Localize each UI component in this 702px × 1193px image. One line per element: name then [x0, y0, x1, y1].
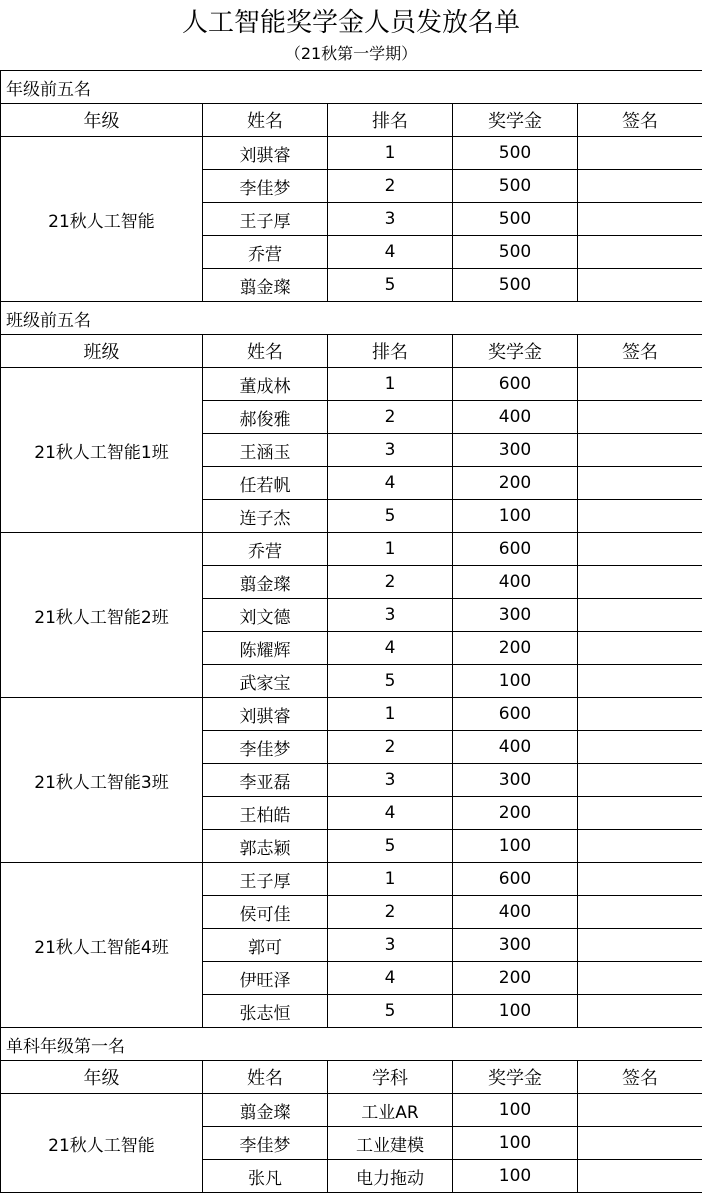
signature-cell[interactable]	[578, 401, 702, 434]
rank-cell: 5	[328, 995, 453, 1028]
student-name: 陈耀辉	[203, 632, 328, 665]
student-name: 张凡	[203, 1160, 328, 1193]
amount-cell: 500	[453, 203, 578, 236]
section-heading: 班级前五名	[1, 302, 702, 335]
section-heading-row	[1, 302, 702, 335]
table-row	[1, 698, 702, 731]
column-header: 年级	[1, 104, 203, 137]
signature-cell[interactable]	[578, 170, 702, 203]
amount-cell: 200	[453, 797, 578, 830]
amount-cell: 100	[453, 995, 578, 1028]
amount-cell: 600	[453, 863, 578, 896]
group-label: 21秋人工智能4班	[1, 863, 203, 1028]
amount-cell: 300	[453, 434, 578, 467]
rank-cell: 4	[328, 632, 453, 665]
page-subtitle: （21秋第一学期）	[284, 44, 418, 63]
amount-cell: 500	[453, 236, 578, 269]
group-label: 21秋人工智能	[1, 137, 203, 302]
student-name: 伊旺泽	[203, 962, 328, 995]
column-header: 姓名	[203, 335, 328, 368]
student-name: 刘骐睿	[203, 137, 328, 170]
student-name: 乔营	[203, 236, 328, 269]
student-name: 连子杰	[203, 500, 328, 533]
rank-cell: 2	[328, 401, 453, 434]
student-name: 董成林	[203, 368, 328, 401]
amount-cell: 100	[453, 1160, 578, 1193]
amount-cell: 400	[453, 401, 578, 434]
column-header: 排名	[328, 335, 453, 368]
student-name: 翦金璨	[203, 566, 328, 599]
rank-cell: 2	[328, 566, 453, 599]
column-header: 签名	[578, 335, 702, 368]
rank-cell: 3	[328, 764, 453, 797]
header-row	[1, 335, 702, 368]
rank-cell: 4	[328, 797, 453, 830]
amount-cell: 100	[453, 830, 578, 863]
column-header: 学科	[328, 1061, 453, 1094]
rank-cell: 4	[328, 962, 453, 995]
signature-cell[interactable]	[578, 500, 702, 533]
amount-cell: 300	[453, 764, 578, 797]
signature-cell[interactable]	[578, 830, 702, 863]
column-header: 班级	[1, 335, 203, 368]
signature-cell[interactable]	[578, 962, 702, 995]
signature-cell[interactable]	[578, 236, 702, 269]
signature-cell[interactable]	[578, 434, 702, 467]
table-row	[1, 863, 702, 896]
signature-cell[interactable]	[578, 533, 702, 566]
scholarship-table	[0, 70, 702, 1193]
signature-cell[interactable]	[578, 599, 702, 632]
student-name: 武家宝	[203, 665, 328, 698]
amount-cell: 100	[453, 665, 578, 698]
header-row	[1, 1061, 702, 1094]
amount-cell: 200	[453, 467, 578, 500]
student-name: 翦金璨	[203, 269, 328, 302]
rank-cell: 1	[328, 533, 453, 566]
amount-cell: 400	[453, 731, 578, 764]
amount-cell: 600	[453, 368, 578, 401]
student-name: 刘文德	[203, 599, 328, 632]
student-name: 乔营	[203, 533, 328, 566]
amount-cell: 400	[453, 896, 578, 929]
amount-cell: 300	[453, 599, 578, 632]
student-name: 郝俊雅	[203, 401, 328, 434]
rank-cell: 3	[328, 599, 453, 632]
column-header: 姓名	[203, 104, 328, 137]
signature-cell[interactable]	[578, 1160, 702, 1193]
rank-cell: 1	[328, 137, 453, 170]
table-row	[1, 533, 702, 566]
signature-cell[interactable]	[578, 137, 702, 170]
amount-cell: 100	[453, 1127, 578, 1160]
group-label: 21秋人工智能	[1, 1094, 203, 1193]
rank-cell: 5	[328, 500, 453, 533]
section-heading-row	[1, 1028, 702, 1061]
column-header: 排名	[328, 104, 453, 137]
student-name: 李亚磊	[203, 764, 328, 797]
student-name: 刘骐睿	[203, 698, 328, 731]
table-row	[1, 368, 702, 401]
amount-cell: 600	[453, 533, 578, 566]
section-heading: 单科年级第一名	[1, 1028, 702, 1061]
student-name: 王子厚	[203, 863, 328, 896]
signature-cell[interactable]	[578, 467, 702, 500]
column-header: 年级	[1, 1061, 203, 1094]
subject-cell: 电力拖动	[328, 1160, 453, 1193]
rank-cell: 3	[328, 929, 453, 962]
group-label: 21秋人工智能1班	[1, 368, 203, 533]
rank-cell: 5	[328, 830, 453, 863]
amount-cell: 100	[453, 1094, 578, 1127]
student-name: 侯可佳	[203, 896, 328, 929]
rank-cell: 1	[328, 698, 453, 731]
rank-cell: 4	[328, 236, 453, 269]
header-row	[1, 104, 702, 137]
group-label: 21秋人工智能3班	[1, 698, 203, 863]
signature-cell[interactable]	[578, 1094, 702, 1127]
rank-cell: 4	[328, 467, 453, 500]
student-name: 李佳梦	[203, 731, 328, 764]
student-name: 郭志颖	[203, 830, 328, 863]
column-header: 奖学金	[453, 335, 578, 368]
rank-cell: 1	[328, 863, 453, 896]
student-name: 王涵玉	[203, 434, 328, 467]
signature-cell[interactable]	[578, 632, 702, 665]
amount-cell: 500	[453, 170, 578, 203]
amount-cell: 200	[453, 632, 578, 665]
signature-cell[interactable]	[578, 731, 702, 764]
amount-cell: 300	[453, 929, 578, 962]
signature-cell[interactable]	[578, 698, 702, 731]
column-header: 签名	[578, 104, 702, 137]
student-name: 郭可	[203, 929, 328, 962]
table-row	[1, 1094, 702, 1127]
amount-cell: 600	[453, 698, 578, 731]
rank-cell: 5	[328, 269, 453, 302]
amount-cell: 200	[453, 962, 578, 995]
signature-cell[interactable]	[578, 368, 702, 401]
rank-cell: 3	[328, 203, 453, 236]
rank-cell: 2	[328, 170, 453, 203]
column-header: 奖学金	[453, 104, 578, 137]
rank-cell: 2	[328, 896, 453, 929]
student-name: 李佳梦	[203, 1127, 328, 1160]
page-title: 人工智能奖学金人员发放名单	[181, 8, 520, 38]
signature-cell[interactable]	[578, 797, 702, 830]
signature-cell[interactable]	[578, 203, 702, 236]
student-name: 翦金璨	[203, 1094, 328, 1127]
signature-cell[interactable]	[578, 863, 702, 896]
signature-cell[interactable]	[578, 665, 702, 698]
rank-cell: 1	[328, 368, 453, 401]
student-name: 任若帆	[203, 467, 328, 500]
amount-cell: 400	[453, 566, 578, 599]
section-heading: 年级前五名	[1, 71, 702, 104]
rank-cell: 5	[328, 665, 453, 698]
column-header: 姓名	[203, 1061, 328, 1094]
signature-cell[interactable]	[578, 995, 702, 1028]
signature-cell[interactable]	[578, 764, 702, 797]
signature-cell[interactable]	[578, 896, 702, 929]
student-name: 张志恒	[203, 995, 328, 1028]
column-header: 奖学金	[453, 1061, 578, 1094]
student-name: 王柏皓	[203, 797, 328, 830]
signature-cell[interactable]	[578, 269, 702, 302]
student-name: 李佳梦	[203, 170, 328, 203]
column-header: 签名	[578, 1061, 702, 1094]
amount-cell: 500	[453, 269, 578, 302]
section-heading-row	[1, 71, 702, 104]
table-row	[1, 137, 702, 170]
signature-cell[interactable]	[578, 1127, 702, 1160]
student-name: 王子厚	[203, 203, 328, 236]
subject-cell: 工业建模	[328, 1127, 453, 1160]
amount-cell: 500	[453, 137, 578, 170]
signature-cell[interactable]	[578, 566, 702, 599]
rank-cell: 2	[328, 731, 453, 764]
rank-cell: 3	[328, 434, 453, 467]
subject-cell: 工业AR	[328, 1094, 453, 1127]
signature-cell[interactable]	[578, 929, 702, 962]
group-label: 21秋人工智能2班	[1, 533, 203, 698]
amount-cell: 100	[453, 500, 578, 533]
